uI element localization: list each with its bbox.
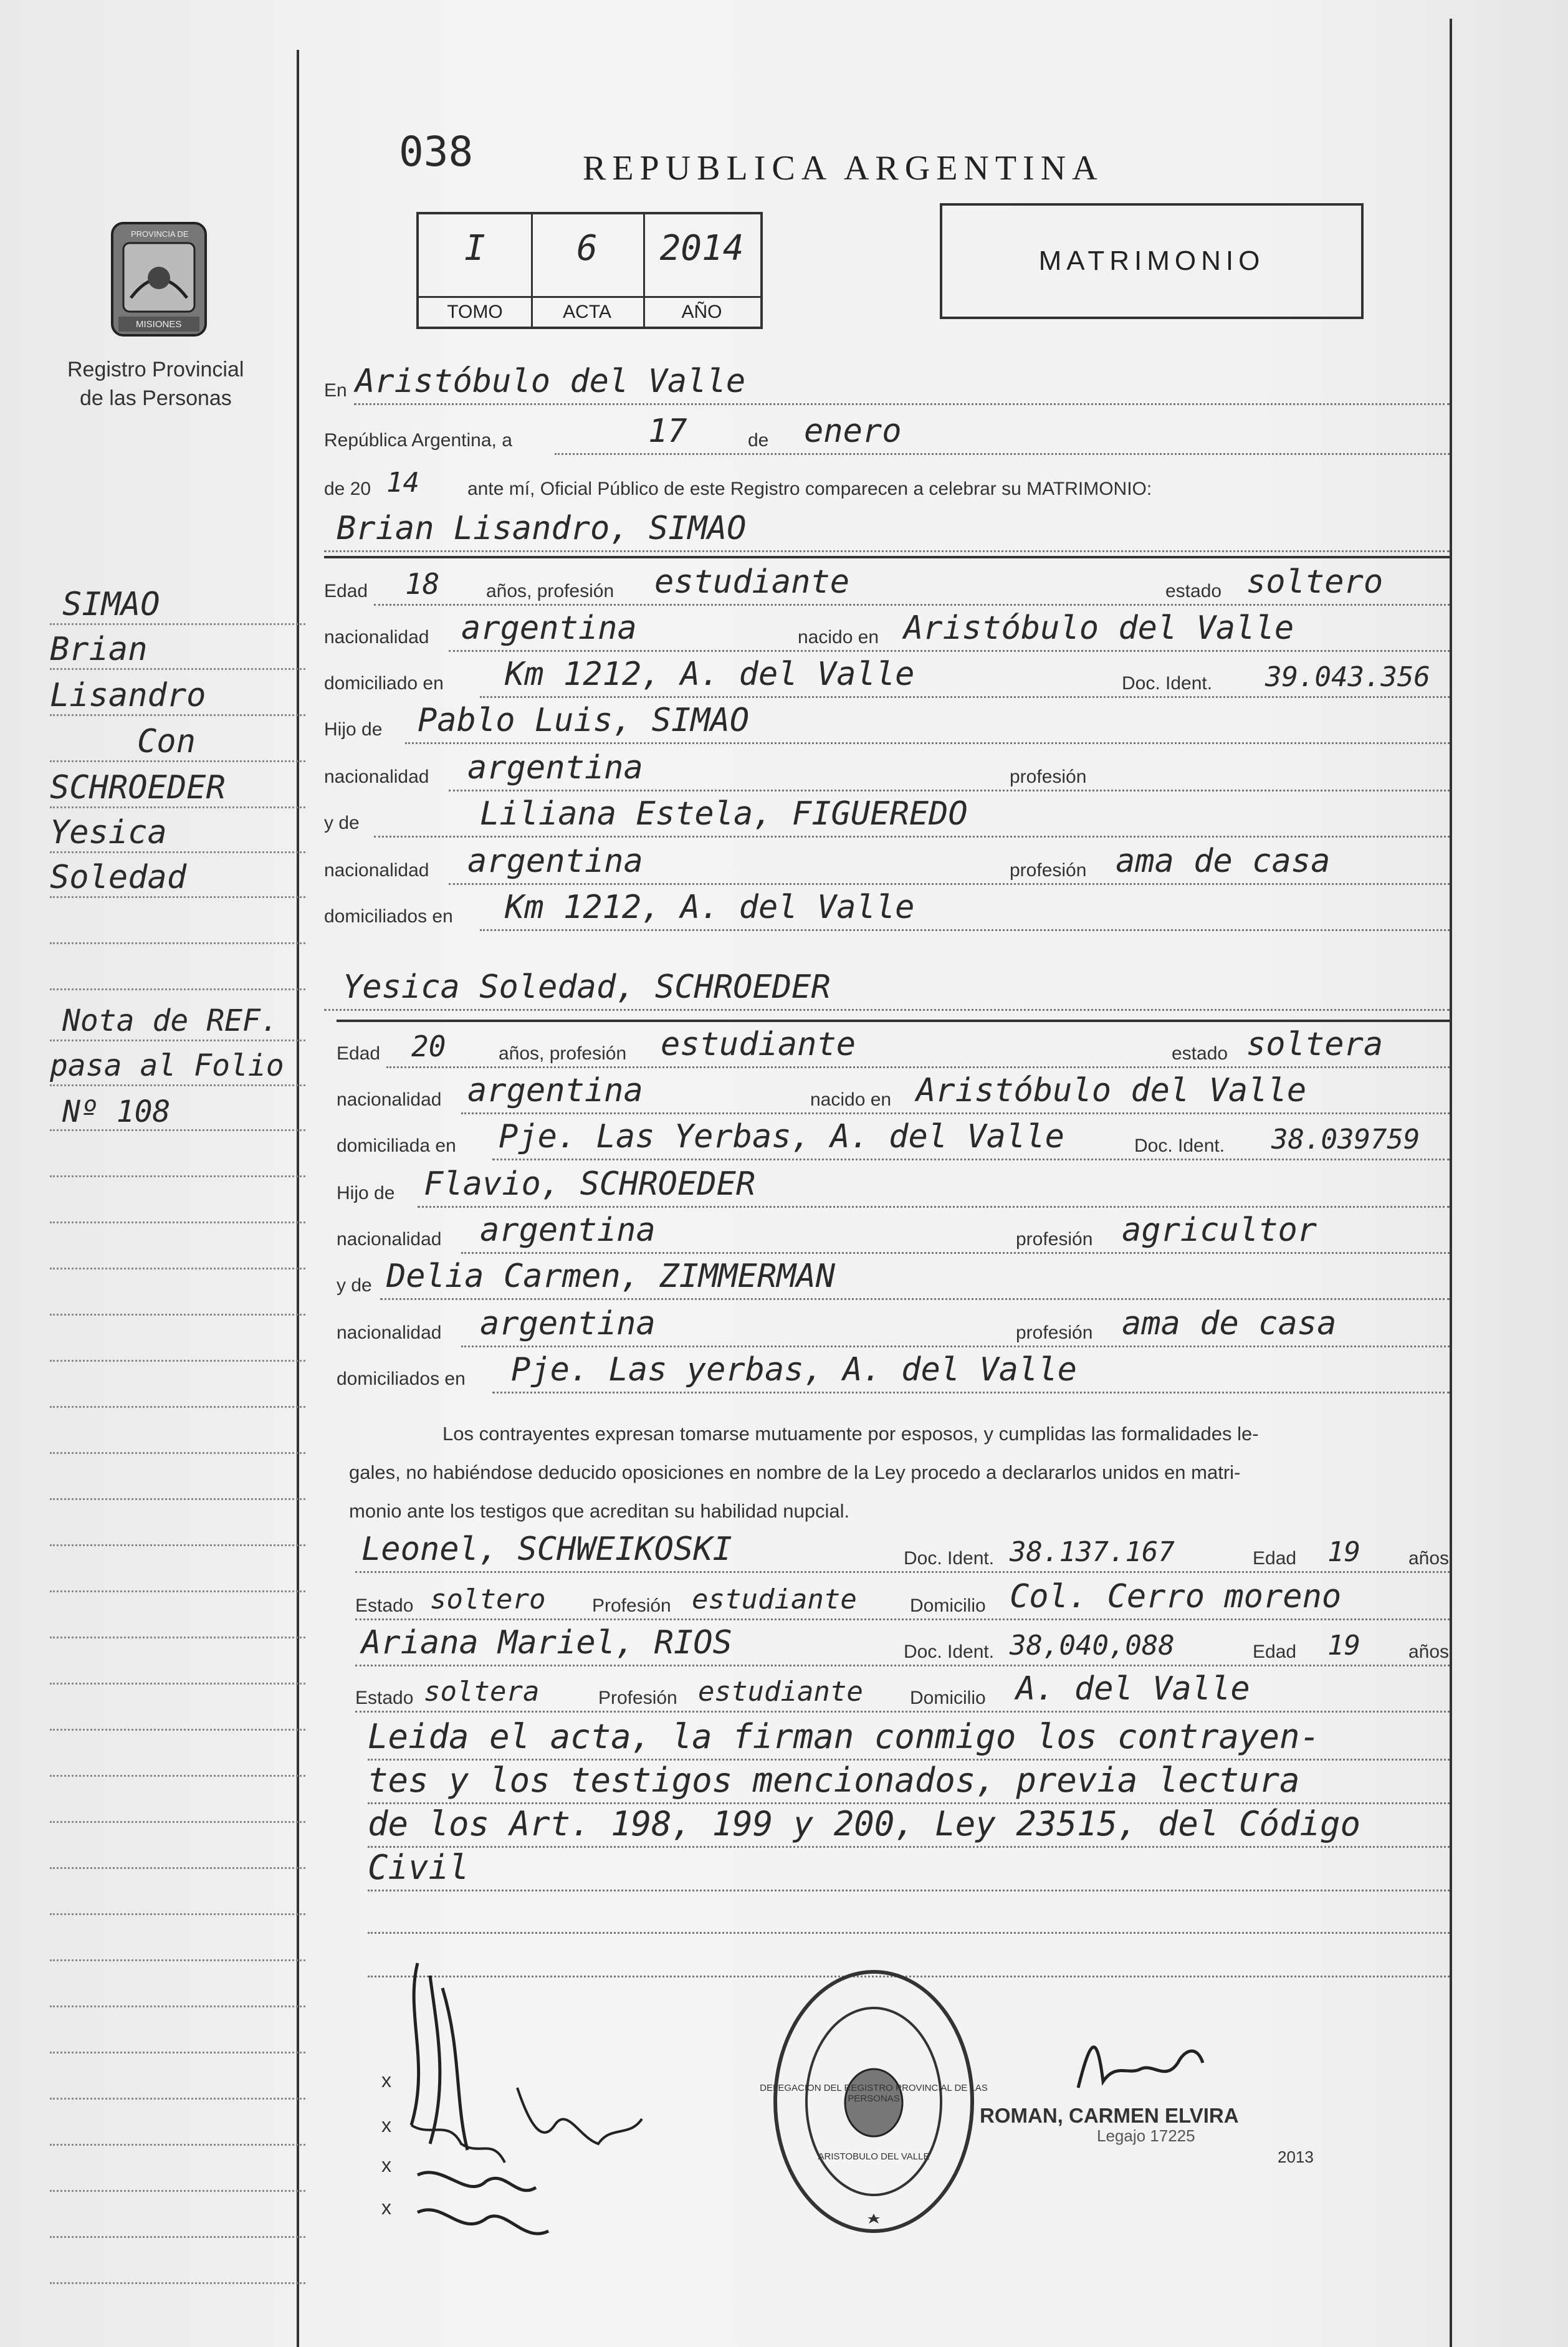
official-legajo: Legajo 17225 <box>1097 2126 1195 2145</box>
bride-father-row: Hijo de Flavio, SCHROEDER <box>337 1170 1450 1208</box>
anio-value: 2014 <box>659 228 744 269</box>
bride-mother-nat-row: nacionalidad argentina profesión ama de casa <box>337 1310 1450 1347</box>
official-stamp <box>760 1964 988 2239</box>
stamp-inner-text: ARISTOBULO DEL VALLE <box>818 2151 930 2162</box>
groom-nationality-row: nacionalidad argentina nacido en Aristóbulo del Valle <box>324 614 1450 652</box>
marriage-place: Aristóbulo del Valle <box>355 363 746 400</box>
witness-2-profession: estudiante <box>698 1676 863 1708</box>
groom-age: 18 <box>405 567 440 601</box>
groom-mother-nationality: argentina <box>467 843 643 880</box>
bride-father-nat-row: nacionalidad argentina profesión agricultor <box>337 1217 1450 1254</box>
witness-2-doc: 38,040,088 <box>1010 1630 1175 1661</box>
margin-name-6: Yesica <box>50 814 167 851</box>
registry-line2: de las Personas <box>80 386 232 410</box>
closing-note-line-1: Leida el acta, la firman conmigo los contrayen- <box>368 1717 1321 1756</box>
right-rule <box>1450 19 1452 2347</box>
witness-2-address: A. del Valle <box>1016 1670 1250 1708</box>
anio-label: AÑO <box>643 296 760 327</box>
groom-marital-status: soltero <box>1246 563 1384 601</box>
marriage-month: enero <box>804 413 902 450</box>
witness-1-status: soltero <box>430 1584 546 1615</box>
closing-note-line-4: Civil <box>368 1848 469 1887</box>
emblem-text-top: PROVINCIA DE <box>131 229 189 239</box>
groom-birthplace: Aristóbulo del Valle <box>904 609 1294 647</box>
groom-mother-nat-row: nacionalidad argentina profesión ama de casa <box>324 848 1450 885</box>
witness-2-status: soltera <box>424 1676 540 1708</box>
bride-name: Yesica Soledad, SCHROEDER <box>343 968 831 1006</box>
tomo-label: TOMO <box>419 296 531 327</box>
signature-mark-4: x <box>381 2196 391 2219</box>
groom-mother-profession: ama de casa <box>1116 843 1331 880</box>
section-divider <box>324 556 1450 558</box>
tomo-value: I <box>464 228 485 269</box>
witness-1-profession: estudiante <box>692 1584 857 1615</box>
declaration-line-3: monio ante los testigos que acreditan su habilidad nupcial. <box>349 1500 850 1522</box>
intro-statement-row: de 20 14 ante mí, Oficial Público de este Registro comparecen a celebrar su MATRIMONIO: <box>324 467 1152 499</box>
margin-ref-1: Nota de REF. <box>62 1003 279 1038</box>
bride-doc-id: 38.039759 <box>1271 1124 1420 1155</box>
groom-father-row: Hijo de Pablo Luis, SIMAO <box>324 707 1450 744</box>
margin-name-3: Lisandro <box>50 677 206 714</box>
groom-father-nat-row: nacionalidad argentina profesión <box>324 754 1450 791</box>
witness-1-name: Leonel, SCHWEIKOSKI <box>361 1531 732 1568</box>
bride-father-profession: agricultor <box>1122 1212 1317 1249</box>
groom-parents-address: Km 1212, A. del Valle <box>505 889 915 926</box>
groom-name: Brian Lisandro, SIMAO <box>337 510 747 547</box>
witness-1-age: 19 <box>1327 1536 1360 1568</box>
official-name: ROMAN, CARMEN ELVIRA <box>980 2104 1239 2127</box>
witness-1-address: Col. Cerro moreno <box>1010 1578 1342 1615</box>
bride-birthplace: Aristóbulo del Valle <box>916 1072 1307 1109</box>
bride-mother-row: y de Delia Carmen, ZIMMERMAN <box>337 1263 1450 1300</box>
bride-father-nationality: argentina <box>480 1212 656 1249</box>
intro-date-row: República Argentina, a 17 de enero <box>324 418 1450 455</box>
witness-2-row: Ariana Mariel, RIOS Doc. Ident. 38,040,088 Edad 19 años <box>355 1629 1450 1666</box>
bride-address-row: domiciliada en Pje. Las Yerbas, A. del Valle Doc. Ident. 38.039759 <box>337 1123 1450 1160</box>
groom-father: Pablo Luis, SIMAO <box>418 702 750 739</box>
marriage-day: 17 <box>648 413 687 450</box>
intro-statement: ante mí, Oficial Público de este Registro comparecen a celebrar su MATRIMONIO: <box>467 479 1152 499</box>
bride-marital-status: soltera <box>1246 1026 1384 1063</box>
bride-profession: estudiante <box>661 1026 856 1063</box>
groom-profession: estudiante <box>654 563 850 601</box>
witness-2-age: 19 <box>1327 1630 1360 1661</box>
margin-name-7: Soledad <box>50 859 187 896</box>
stamp-outer-text: DELEGACION DEL REGISTRO PROVINCIAL DE LAS PERSONAS <box>760 2083 988 2104</box>
witness-1-details-row: Estado soltero Profesión estudiante Domicilio Col. Cerro moreno <box>355 1583 1450 1620</box>
groom-nationality: argentina <box>461 609 637 647</box>
bride-nationality-row: nacionalidad argentina nacido en Aristóbulo del Valle <box>337 1077 1450 1114</box>
bride-mother: Delia Carmen, ZIMMERMAN <box>386 1258 836 1295</box>
country-title: REPUBLICA ARGENTINA <box>583 149 1104 188</box>
province-emblem <box>106 217 212 342</box>
official-code: 2013 <box>1278 2148 1314 2166</box>
closing-note-line-3: de los Art. 198, 199 y 200, Ley 23515, del Código <box>368 1804 1361 1843</box>
bride-age-row: Edad 20 años, profesión estudiante estado soltera <box>337 1031 1450 1068</box>
bride-mother-profession: ama de casa <box>1122 1305 1337 1342</box>
signature-mark-3: x <box>381 2154 391 2176</box>
intro-place-row: En Aristóbulo del Valle <box>324 368 1450 405</box>
margin-name-5: SCHROEDER <box>50 769 226 806</box>
bride-parents-address-row: domiciliados en Pje. Las yerbas, A. del Valle <box>337 1356 1450 1393</box>
witness-1-doc: 38.137.167 <box>1010 1536 1175 1568</box>
signatures-scribbles <box>393 1938 654 2262</box>
bride-name-row <box>324 968 1450 1011</box>
bride-nationality: argentina <box>467 1072 643 1109</box>
groom-mother: Liliana Estela, FIGUEREDO <box>480 795 968 833</box>
registry-line1: Registro Provincial <box>67 358 244 381</box>
bride-mother-nationality: argentina <box>480 1305 656 1342</box>
margin-ref-3: Nº 108 <box>62 1094 171 1129</box>
declaration-line-1: Los contrayentes expresan tomarse mutuamente por esposos, y cumplidas las formalidades le- <box>442 1423 1259 1445</box>
official-signature <box>1072 2025 1215 2100</box>
bride-father: Flavio, SCHROEDER <box>424 1165 756 1203</box>
margin-rule <box>297 50 299 2347</box>
declaration-text <box>349 1415 1450 1531</box>
groom-name-row <box>324 510 1450 552</box>
groom-father-nationality: argentina <box>467 749 643 786</box>
folio-number: 038 <box>399 128 474 176</box>
witness-1-row: Leonel, SCHWEIKOSKI Doc. Ident. 38.137.167 Edad 19 años <box>355 1536 1450 1573</box>
groom-mother-row: y de Liliana Estela, FIGUEREDO <box>324 800 1450 838</box>
groom-address-row: domiciliado en Km 1212, A. del Valle Doc. Ident. 39.043.356 <box>324 661 1450 698</box>
section-divider <box>337 1020 1450 1022</box>
margin-name-4: Con <box>137 723 196 760</box>
signature-mark-1: x <box>381 2069 391 2091</box>
witness-2-details-row: Estado soltera Profesión estudiante Domicilio A. del Valle <box>355 1675 1450 1713</box>
bride-parents-address: Pje. Las yerbas, A. del Valle <box>511 1351 1077 1389</box>
groom-address: Km 1212, A. del Valle <box>505 656 915 693</box>
marriage-year-suffix: 14 <box>386 467 419 499</box>
emblem-text-bottom: MISIONES <box>136 319 182 330</box>
groom-parents-address-row: domiciliados en Km 1212, A. del Valle <box>324 894 1450 931</box>
acta-label: ACTA <box>531 296 643 327</box>
margin-name-1: SIMAO <box>62 586 160 623</box>
margin-name-2: Brian <box>50 631 148 668</box>
closing-note-line-2: tes y los testigos mencionados, previa lectura <box>368 1761 1300 1800</box>
bride-age: 20 <box>411 1030 446 1063</box>
signature-mark-2: x <box>381 2114 391 2136</box>
declaration-line-2: gales, no habiéndose deducido oposiciones en nombre de la Ley procedo a declararlos unidos en matri- <box>349 1461 1241 1483</box>
groom-doc-id: 39.043.356 <box>1265 661 1430 693</box>
bride-address: Pje. Las Yerbas, A. del Valle <box>499 1118 1064 1155</box>
acta-value: 6 <box>576 228 598 269</box>
witness-2-name: Ariana Mariel, RIOS <box>361 1624 732 1661</box>
margin-ref-2: pasa al Folio <box>50 1048 284 1083</box>
record-type: MATRIMONIO <box>940 203 1364 319</box>
groom-age-row: Edad 18 años, profesión estudiante estado soltero <box>324 568 1450 606</box>
record-number-box <box>416 212 763 329</box>
